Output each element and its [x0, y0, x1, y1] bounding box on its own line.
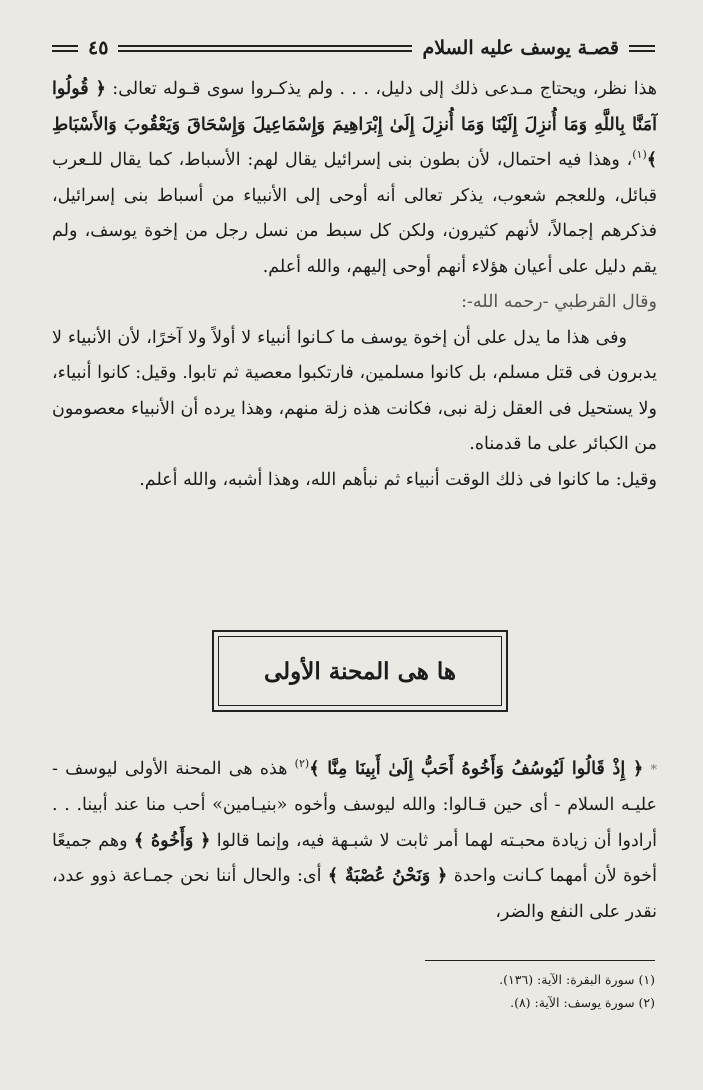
page-number: ٤٥	[88, 37, 109, 59]
quran-verse-2: ﴿ إِذْ قَالُوا لَيُوسُفُ وَأَخُوهُ أَحَبُّ إِلَىٰ أَبِينَا مِنَّا ﴾	[309, 758, 644, 779]
main-text	[52, 72, 657, 498]
footnote-ref-2: (٢)	[294, 756, 310, 770]
paragraph-1-body: ، وهذا فيه احتمال، لأن بطون بنى إسرائيل يقال لهم: الأسباط، كما يقال للـعرب قبائل، وللعجم شعوب، يذكر تعالى أنه أوحى إلى الأنبياء من أسباط بنى إسرائيل، فذكرهم إجمالاً، لأنهم كثيرون، ولكن كل سبط من نسل رجل من إخوة يوسف، ولم يقم دليل على أعيان هؤلاء أنهم أوحى إليهم، والله أعلم.	[52, 150, 657, 277]
paragraph-3: وفى هذا ما يدل على أن إخوة يوسف ما كـانوا أنبياء لا أولاً ولا آخرًا، لأن الأنبياء لا يدبرون فى قتل مسلم، بل كانوا مسلمين، فارتكبوا معصية ثم تابوا. وقيل: كانوا أنبياء، ولا يستحيل فى العقل زلة نبى، فكانت هذه زلة منهم، وهذا يرده أن الأنبياء معصومون من الكبائر على ما قدمناه.	[52, 327, 657, 454]
running-title: قصـة يوسف عليه السلام	[422, 37, 619, 59]
paragraph-1	[52, 72, 657, 285]
quran-verse: ﴿ قُولُوا آمَنَّا بِاللَّهِ وَمَا أُنزِلَ إِلَيْنَا وَمَا أُنزِلَ إِلَىٰ إِبْرَاهِيمَ وَإِسْمَاعِيلَ وَإِسْحَاقَ وَيَعْقُوبَ وَالأَسْبَاطِ ﴾	[52, 79, 657, 170]
header-rule-middle	[118, 45, 412, 52]
paragraph-5-part-c: أى: والحال أننا نحن جمـاعة ذوو عدد، نقدر على النفع والضر،	[52, 866, 657, 922]
star-marker: *	[650, 762, 657, 778]
footnote-ref-1: (١)	[632, 148, 647, 162]
paragraph-5	[52, 752, 657, 931]
paragraph-5-part-a: هذه هى المحنة الأولى ليوسف - عليـه السلام - أى حين قـالوا: والله ليوسف وأخوه «بنيـامين» أحب منا عند أبينا. . . أرادوا أن زيادة محبـته لهما أمر ثابت لا شبـهة فيه، وإنما قالوا	[52, 758, 657, 851]
page-header	[52, 30, 655, 66]
paragraph-5-part-b: وهم جميعًا أخوة لأن أمهما كـانت واحدة	[52, 830, 657, 886]
footnote-1: (١) سورة البقرة: الآية: (١٣٦).	[499, 972, 655, 987]
footnotes	[235, 968, 655, 1014]
footnote-divider	[425, 960, 655, 961]
header-rule-right	[629, 45, 655, 52]
chapter-title: ها هى المحنة الأولى	[263, 657, 457, 685]
paragraph-1-intro: هذا نظر، ويحتاج مـدعى ذلك إلى دليل، . . . ولم يذكـروا سوى قـوله تعالى:	[112, 79, 657, 99]
section-2-text	[52, 734, 657, 948]
paragraph-4: وقيل: ما كانوا فى ذلك الوقت أنبياء ثم نبأهم الله، وهذا أشبه، والله أعلم.	[139, 469, 657, 490]
paragraph-2: وقال القرطبي -رحمه الله-:	[461, 292, 657, 312]
header-rule-left	[52, 45, 78, 52]
chapter-title-box	[212, 630, 508, 712]
quran-verse-4: ﴿ وَنَحْنُ عُصْبَةٌ ﴾	[327, 866, 448, 886]
footnote-2: (٢) سورة يوسف: الآية: (٨).	[510, 995, 655, 1010]
quran-verse-3: ﴿ وَأَخُوهُ ﴾	[133, 830, 211, 851]
